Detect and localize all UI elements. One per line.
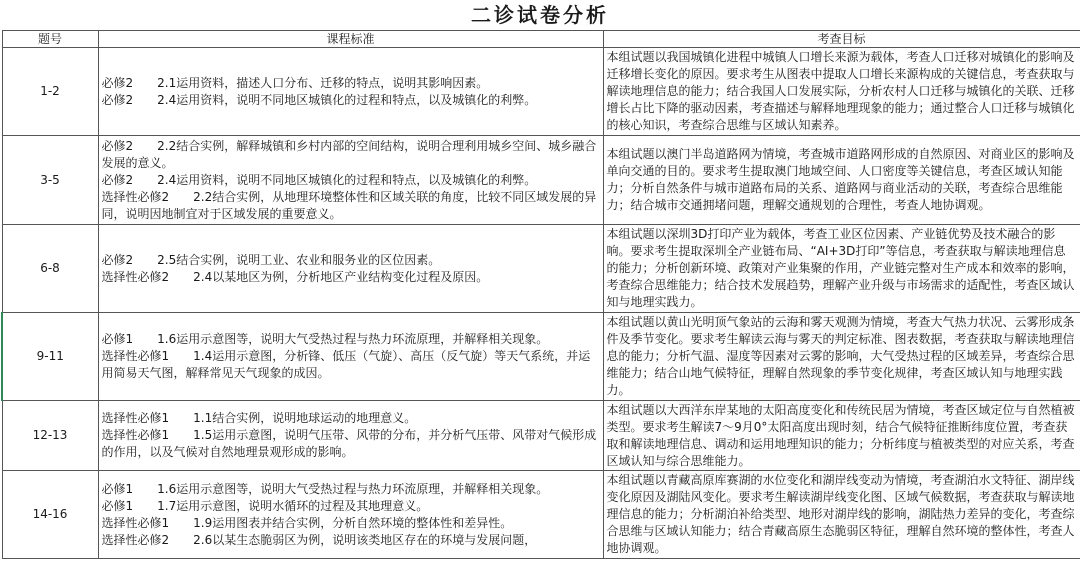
curriculum-standard: 必修2 2.5结合实例，说明工业、农业和服务业的区位因素。 选择性必修2 2.4以某地区为例，分析地区产业结构变化过程及原因。 <box>98 225 603 313</box>
assessment-goal: 本组试题以澳门半岛道路网为情境，考查城市道路网形成的自然原因、对商业区的影响及单向交通的目的。要求考生提取澳门地域空间、人口密度等关键信息，考查区域认知能力；分析自然条件与城市道路布局的关系、道路网与商业活动的关联，考查综合思维能力；结合城市交通拥堵问题，理解交通规划的合理性，考查人地协调观。 <box>603 136 1080 225</box>
header-question-number: 题号 <box>2 31 98 48</box>
curriculum-standard: 必修1 1.6运用示意图等，说明大气受热过程与热力环流原理，并解释相关现象。 必修1 1.7运用示意图，说明水循环的过程及其地理意义。 选择性必修1 1.9运用图表并结合实例，分析自然环境的整体性和差异性。 选择性必修2 2.6以某生态脆弱区为例，说明该类地区存在的环境与发展问题， <box>98 471 603 559</box>
question-number: 6-8 <box>2 225 98 313</box>
assessment-goal: 本组试题以我国城镇化进程中城镇人口增长来源为载体，考查人口迁移对城镇化的影响及迁移增长变化的原因。要求考生从图表中提取人口增长来源构成的关键信息，考查获取与解读地理信息的能力；结合我国人口发展实际，分析农村人口迁移与城镇化的关联、迁移增长占比下降的驱动因素，考查描述与解释地理现象的能力；通过整合人口迁移与城镇化的核心知识，考查综合思维与区域认知素养。 <box>603 48 1080 136</box>
assessment-goal: 本组试题以大西洋东岸某地的太阳高度变化和传统民居为情境，考查区域定位与自然植被类型。要求考生解读7～9月0°太阳高度出现时刻，结合气候特征推断纬度位置，考查获取和解读地理信息、调动和运用地理知识的能力；分析纬度与植被类型的对应关系，考查区域认知与综合思维能力。 <box>603 401 1080 471</box>
question-number: 12-13 <box>2 401 98 471</box>
table-row <box>2 225 1080 313</box>
curriculum-standard: 必修2 2.1运用资料，描述人口分布、迁移的特点，说明其影响因素。 必修2 2.4运用资料，说明不同地区城镇化的过程和特点，以及城镇化的利弊。 <box>98 48 603 136</box>
table-row <box>2 48 1080 136</box>
curriculum-standard: 必修1 1.6运用示意图等，说明大气受热过程与热力环流原理，并解释相关现象。 选择性必修1 1.4运用示意图，分析锋、低压（气旋）、高压（反气旋）等天气系统，并运用简易天气图，解释常见天气现象的成因。 <box>98 313 603 401</box>
page-title: 二诊试卷分析 <box>471 3 609 27</box>
table-row <box>2 401 1080 471</box>
question-number: 9-11 <box>2 313 98 401</box>
curriculum-standard: 选择性必修1 1.1结合实例，说明地球运动的地理意义。 选择性必修1 1.5运用示意图，说明气压带、风带的分布，并分析气压带、风带对气候形成的作用，以及气候对自然地理景观形成的影响。 <box>98 401 603 471</box>
assessment-goal: 本组试题以深圳3D打印产业为载体，考查工业区位因素、产业链优势及技术融合的影响。要求考生提取深圳全产业链布局、“AI+3D打印”等信息，考查获取与解读地理信息的能力；分析创新环境、政策对产业集聚的作用，产业链完整对生产成本和效率的影响，考查综合思维能力；结合技术发展趋势，理解产业升级与市场需求的适配性，考查区域认知与地理实践力。 <box>603 225 1080 313</box>
table-row <box>2 136 1080 225</box>
table-row <box>2 471 1080 559</box>
assessment-goal: 本组试题以青藏高原库赛湖的水位变化和湖岸线变动为情境，考查湖泊水文特征、湖岸线变化原因及湖陆风变化。要求考生解读湖岸线变化图、区域气候数据，考查获取与解读地理信息的能力；分析湖泊补给类型、地形对湖岸线的影响，湖陆热力差异的变化，考查综合思维与区域认知能力；结合青藏高原生态脆弱区特征，理解自然环境的整体性，考查人地协调观。 <box>603 471 1080 559</box>
table-row <box>2 313 1080 401</box>
question-number: 3-5 <box>2 136 98 225</box>
question-number: 1-2 <box>2 48 98 136</box>
header-curriculum-standard: 课程标准 <box>98 31 603 48</box>
assessment-goal: 本组试题以黄山光明顶气象站的云海和雾天观测为情境，考查大气热力状况、云雾形成条件及季节变化。要求考生解读云海与雾天的判定标准、图表数据，考查获取与解读地理信息的能力；分析气温、湿度等因素对云雾的影响，大气受热过程的区域差异，考查综合思维能力；结合山地气候特征，理解自然现象的季节变化规律，考查区域认知与地理实践力。 <box>603 313 1080 401</box>
header-assessment-goal: 考查目标 <box>603 31 1080 48</box>
analysis-table <box>1 30 1080 559</box>
table-header-row <box>2 31 1080 48</box>
curriculum-standard: 必修2 2.2结合实例，解释城镇和乡村内部的空间结构，说明合理利用城乡空间、城乡融合发展的意义。 必修2 2.4运用资料，说明不同地区城镇化的过程和特点，以及城镇化的利弊。 选择性必修2 2.2结合实例，从地理环境整体性和区域关联的角度，比较不同区域发展的异同，说明因地制宜对于区域发展的重要意义。 <box>98 136 603 225</box>
question-number: 14-16 <box>2 471 98 559</box>
